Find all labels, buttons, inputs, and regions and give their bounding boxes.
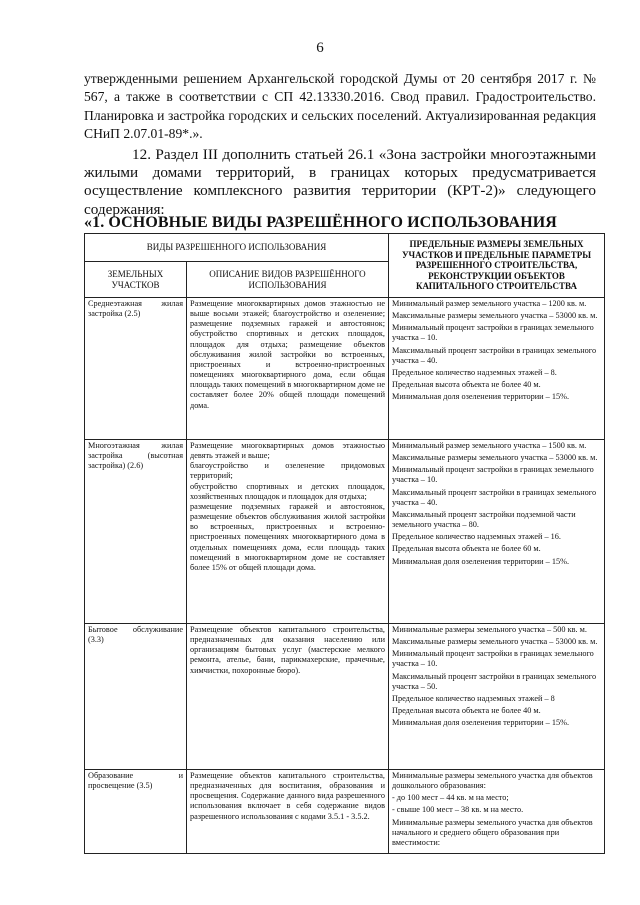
limit-line: Предельная высота объекта не более 40 м. [392, 380, 541, 390]
clause-paragraph: 12. Раздел III дополнить статьей 26.1 «Зона застройки многоэтажными жилыми домами территорий, в границах которых предусматривается осуществление комплексного развития территории (КРТ-2)» следующего содержания: [84, 146, 596, 218]
limit-line: Максимальный процент застройки в границах земельного участка – 50. [392, 671, 597, 691]
use-name: Бытовое обслуживание (3.3) [85, 624, 187, 770]
limit-line: Предельная высота объекта не более 40 м. [392, 706, 541, 716]
use-description: Размещение объектов капитального строительства, предназначенных для воспитания, образования и просвещения. Содержание данного вида разрешенного использования включает в себя содержание видов разрешенного использования с кодами 3.5.1 - 3.5.2. [187, 770, 389, 854]
use-description: Размещение многоквартирных домов этажностью не выше восьми этажей; благоустройство и озеленение; размещение подземных гаражей и автостоянок; обустройство спортивных и детских площадок, площадок для отдыха; размещение объектов обслуживания жилой застройки во встроенных, пристроенных и встроенно-пристроенных помещениях многоквартирного дома, если общая площадь таких помещений в многоквартирном доме не составляет более 20% общей площади помещений дома. [187, 298, 389, 440]
limit-line: Предельная высота объекта не более 60 м. [392, 544, 541, 554]
use-limits [389, 440, 605, 624]
table-row [85, 624, 605, 770]
limit-line: Минимальная доля озеленения территории – 15%. [392, 556, 570, 566]
page-number: 6 [316, 40, 324, 56]
limit-line: Предельное количество надземных этажей – 8. [392, 367, 557, 377]
limit-line: Минимальные размеры земельного участка – 500 кв. м. [392, 625, 587, 634]
intro-paragraph: утвержденными решением Архангельской городской Думы от 20 сентября 2017 г. № 567, а также в соответствии с СП 42.13330.2016. Свод правил. Градостроительство. Планировка и застройка городских и сельских поселений. Актуализированная редакция СНиП 2.07.01-89*.». [84, 71, 596, 142]
description-line: обустройство спортивных и детских площадок, хозяйственных площадок и площадок для отдыха; [190, 481, 385, 501]
limit-line: - до 100 мест – 44 кв. м на место; [392, 793, 509, 803]
limit-line: - свыше 100 мест – 38 кв. м на место. [392, 805, 524, 815]
use-limits [389, 770, 605, 854]
limit-line: Минимальный процент застройки в границах земельного участка – 10. [392, 323, 594, 343]
use-name: Среднеэтажная жилая застройка (2.5) [85, 298, 187, 440]
limit-line: Минимальные размеры земельного участка для объектов начального и среднего общего образования при вместимости: [392, 817, 593, 847]
limit-line: Максимальные размеры земельного участка – 53000 кв. м. [392, 311, 598, 321]
use-description: Размещение объектов капитального строительства, предназначенных для оказания населению или организациям бытовых услуг (мастерские мелкого ремонта, ателье, бани, парикмахерские, прачечные, химчистки, похоронные бюро). [187, 624, 389, 770]
limit-line: Максимальный процент застройки подземной части земельного участка – 80. [392, 509, 576, 530]
limit-line: Минимальный процент застройки в границах земельного участка – 10. [392, 465, 594, 485]
description-line: благоустройство и озеленение придомовых территорий; [190, 461, 385, 481]
permitted-uses-table [84, 233, 605, 854]
limit-line: Предельное количество надземных этажей – 16. [392, 532, 561, 542]
limit-line: Минимальный размер земельного участка – 1200 кв. м. [392, 299, 587, 308]
description-line: размещение подземных гаражей и автостоянок, размещение объектов обслуживания жилой застройки во встроенных, пристроенных и встроенно-пристроенных помещениях многоквартирного дома в отдельных помещениях дома, если площадь таких помещений в многоквартирном доме не составляет более 15% от общей площади дома. [190, 501, 385, 572]
limit-line: Максимальный процент застройки в границах земельного участка – 40. [392, 487, 597, 507]
section-heading: «1. ОСНОВНЫЕ ВИДЫ РАЗРЕШЁННОГО ИСПОЛЬЗОВАНИЯ [84, 214, 557, 231]
use-description [187, 440, 389, 624]
use-limits [389, 298, 605, 440]
table-row [85, 298, 605, 440]
header-limits: ПРЕДЕЛЬНЫЕ РАЗМЕРЫ ЗЕМЕЛЬНЫХ УЧАСТКОВ И ПРЕДЕЛЬНЫЕ ПАРАМЕТРЫ РАЗРЕШЕННОГО СТРОИТЕЛЬСТВА, РЕКОНСТРУКЦИИ ОБЪЕКТОВ КАПИТАЛЬНОГО СТРОИТЕЛЬСТВА [389, 234, 605, 298]
use-name: Образование и просвещение (3.5) [85, 770, 187, 854]
limit-line: Минимальный процент застройки в границах земельного участка – 10. [392, 649, 594, 669]
limit-line: Минимальная доля озеленения территории – 15%. [392, 392, 570, 402]
header-uses: ВИДЫ РАЗРЕШЕННОГО ИСПОЛЬЗОВАНИЯ [85, 234, 389, 262]
header-description: ОПИСАНИЕ ВИДОВ РАЗРЕШЁННОГО ИСПОЛЬЗОВАНИЯ [187, 262, 389, 298]
limit-line: Максимальный процент застройки в границах земельного участка – 40. [392, 345, 597, 365]
limit-line: Минимальная доля озеленения территории – 15%. [392, 718, 570, 728]
limit-line: Минимальные размеры земельного участка для объектов дошкольного образования: [392, 771, 593, 791]
limit-line: Максимальные размеры земельного участка – 53000 кв. м. [392, 453, 598, 463]
use-limits [389, 624, 605, 770]
table-row [85, 770, 605, 854]
use-name: Многоэтажная жилая застройка (высотная застройка) (2.6) [85, 440, 187, 624]
limit-line: Минимальный размер земельного участка – 1500 кв. м. [392, 441, 587, 450]
header-land: ЗЕМЕЛЬНЫХ УЧАСТКОВ [85, 262, 187, 298]
table-row [85, 440, 605, 624]
description-line: Размещение многоквартирных домов этажностью девять этажей и выше; [190, 441, 385, 461]
limit-line: Максимальные размеры земельного участка – 53000 кв. м. [392, 637, 598, 647]
limit-line: Предельное количество надземных этажей – 8 [392, 693, 555, 703]
